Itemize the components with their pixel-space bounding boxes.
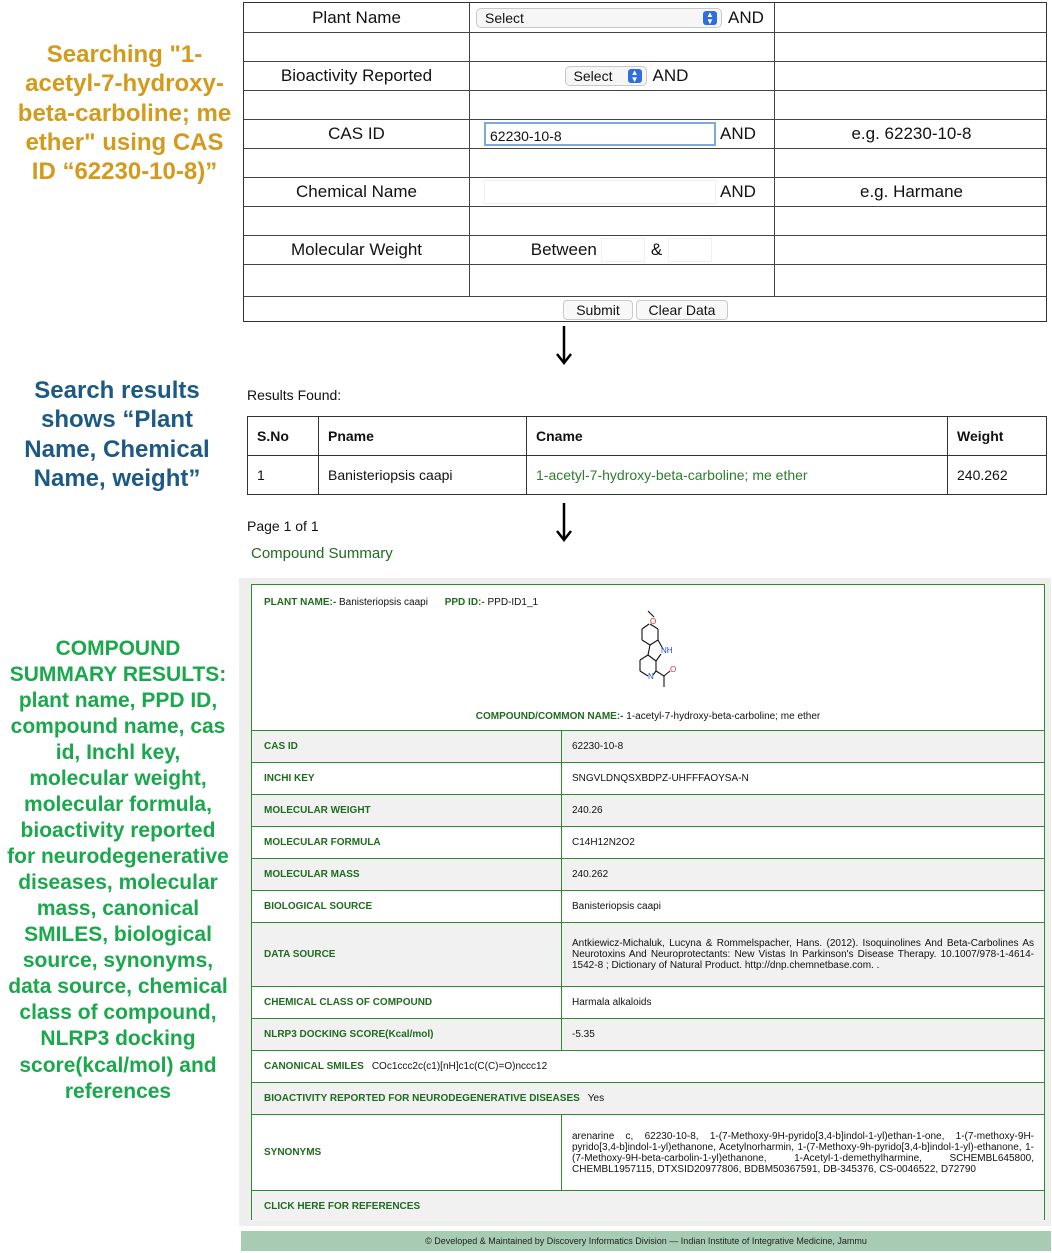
row-value: -5.35 (572, 1029, 595, 1040)
summary-header (252, 585, 1044, 731)
compound-name-key: COMPOUND/COMMON NAME:- (475, 711, 624, 722)
ppd-id-value: PPD-ID1_1 (487, 597, 539, 608)
summary-row (252, 731, 1044, 763)
cas-id-example: e.g. 62230-10-8 (851, 123, 972, 143)
ampersand-label: & (650, 239, 663, 259)
bioactivity-select[interactable] (565, 66, 647, 86)
ppd-id-key: PPD ID:- (444, 597, 485, 608)
chevron-updown-icon: ▲ ▼ (628, 69, 642, 83)
nh-label: NH (661, 646, 673, 655)
bioactivity-key: BIOACTIVITY REPORTED FOR NEURODEGENERATIVE DISEASES (264, 1093, 580, 1104)
row-key: MOLECULAR WEIGHT (264, 805, 371, 816)
compound-summary-panel (239, 578, 1051, 1226)
compound-name-value: 1-acetyl-7-hydroxy-beta-carboline; me ether (626, 711, 821, 722)
column-header: Pname (319, 417, 527, 456)
clear-data-button[interactable]: Clear Data (636, 300, 728, 320)
plant-name-select[interactable] (476, 8, 722, 28)
row-key: CAS ID (264, 741, 298, 752)
and-label: AND (652, 65, 689, 85)
row-key: BIOLOGICAL SOURCE (264, 901, 373, 912)
mw-max-input[interactable] (668, 238, 712, 262)
cas-id-label: CAS ID (328, 123, 385, 143)
bioactivity-value: Yes (587, 1093, 605, 1104)
synonyms-key: SYNONYMS (264, 1147, 322, 1158)
pagination-info: Page 1 of 1 (247, 518, 319, 534)
annotation-summary: COMPOUND SUMMARY RESULTS: plant name, PPD ID, compound name, cas id, Inchl key, molecular weight, molecular formula, bioactivity reported for neurodegenerative diseases, molecular mass, canonical SMILES, biological source, synonyms, data source, chemical class of compound, NLRP3 docking score(kcal/mol) and references (7, 637, 229, 1103)
summary-row (252, 923, 1044, 987)
oxygen-label: O (670, 665, 677, 674)
molecule-structure-image (612, 607, 682, 707)
plant-name-select-value: Select (485, 9, 524, 26)
row-key: MOLECULAR MASS (264, 869, 360, 880)
row-value: 62230-10-8 (572, 741, 624, 752)
between-label: Between (530, 239, 597, 259)
results-table (247, 416, 1047, 495)
molecular-weight-label: Molecular Weight (290, 239, 423, 259)
plant-name-label: Plant Name (312, 7, 401, 27)
summary-row (252, 763, 1044, 795)
smiles-value: COc1ccc2c(c1)[nH]c1c(C(C)=O)nccc12 (371, 1061, 548, 1072)
chemical-name-label: Chemical Name (296, 181, 417, 201)
summary-row (252, 1019, 1044, 1051)
row-value: Antkiewicz-Michaluk, Lucyna & Rommelspacher, Hans. (2012). Isoquinolines And Beta-Carbolines As Neurotoxins And Neuroprotectants: New Vistas In Parkinson's Disease Therapy. 10.1007/978-1-4614-1542-8 ; Dictionary of Natural Product. http://dnp.chemnetbase.com. . (572, 938, 1034, 971)
row-value: Harmala alkaloids (572, 997, 652, 1008)
row-value: 240.262 (572, 869, 609, 880)
row-key: DATA SOURCE (264, 949, 336, 960)
bioactivity-select-value: Select (573, 67, 613, 84)
and-label: AND (720, 181, 756, 201)
annotation-results: Search results shows “Plant Name, Chemical Name, weight” (24, 377, 210, 492)
and-label: AND (720, 123, 756, 143)
annotation-search: Searching "1-acetyl-7-hydroxy-beta-carboline; me ether" using CAS ID “62230-10-8)” (17, 41, 232, 186)
cell-sno: 1 (248, 456, 319, 495)
nitrogen-label: N (648, 672, 654, 681)
row-value: Banisteriopsis caapi (572, 901, 661, 912)
bioactivity-label: Bioactivity Reported (280, 65, 433, 85)
row-value: C14H12N2O2 (572, 837, 635, 848)
row-key: NLRP3 DOCKING SCORE(Kcal/mol) (264, 1029, 434, 1040)
search-form (243, 2, 1047, 322)
summary-row (252, 859, 1044, 891)
and-label: AND (728, 7, 764, 27)
cell-pname: Banisteriopsis caapi (319, 456, 527, 495)
chevron-updown-icon: ▲ ▼ (703, 11, 717, 25)
arrow-down-icon (554, 503, 574, 543)
synonyms-row (252, 1115, 1044, 1191)
row-key: INCHI KEY (264, 773, 315, 784)
bioactivity-row (252, 1083, 1044, 1115)
submit-button[interactable]: Submit (563, 300, 633, 320)
row-value: SNGVLDNQSXBDPZ-UHFFFAOYSA-N (572, 773, 749, 784)
synonyms-value: arenarine c, 62230-10-8, 1-(7-Methoxy-9H-pyrido[3,4-b]indol-1-yl)ethan-1-one, 1-(7-methoxy-9H-pyrido[3,4-b]indol-1-yl)ethanone, Acetylnorharmin, 1-(7-Methoxy-9h-pyrido[3,4-b]indol-1-yl)-ethanone, 1-(7-Methoxy-9H-beta-carbolin-1-yl)ethanone, 1-Acetyl-1-demethylharmine, SCHEMBL645800, CHEMBL1957115, DTXSID20977806, BDBM50367591, DB-345376, CS-0046522, D72790 (572, 1130, 1034, 1175)
mw-min-input[interactable] (601, 238, 645, 262)
references-row[interactable] (252, 1191, 1044, 1221)
column-header: S.No (248, 417, 319, 456)
chemical-name-input[interactable] (484, 180, 716, 204)
chemical-name-example: e.g. Harmane (860, 181, 963, 201)
table-row[interactable] (248, 456, 1047, 495)
summary-row (252, 987, 1044, 1019)
arrow-down-icon (554, 326, 574, 366)
row-value: 240.26 (572, 805, 603, 816)
column-header: Weight (948, 417, 1047, 456)
plant-name-key: PLANT NAME:- (264, 597, 337, 608)
footer: © Developed & Maintained by Discovery Informatics Division — Indian Institute of Integrative Medicine, Jammu (241, 1231, 1051, 1251)
smiles-key: CANONICAL SMILES (264, 1061, 364, 1072)
column-header: Cname (527, 417, 948, 456)
compound-link[interactable]: 1-acetyl-7-hydroxy-beta-carboline; me ether (527, 456, 948, 495)
compound-summary-heading: Compound Summary (251, 545, 393, 562)
row-key: MOLECULAR FORMULA (264, 837, 381, 848)
oxygen-label: O (650, 617, 657, 626)
cell-weight: 240.262 (948, 456, 1047, 495)
results-found-label: Results Found: (247, 387, 342, 403)
table-header-row (248, 417, 1047, 456)
cas-id-input[interactable]: 62230-10-8 (484, 122, 716, 146)
references-link[interactable]: CLICK HERE FOR REFERENCES (264, 1200, 421, 1212)
plant-name-value: Banisteriopsis caapi (339, 597, 428, 608)
summary-row (252, 827, 1044, 859)
summary-row (252, 891, 1044, 923)
smiles-row (252, 1051, 1044, 1083)
row-key: CHEMICAL CLASS OF COMPOUND (264, 997, 433, 1008)
summary-row (252, 795, 1044, 827)
